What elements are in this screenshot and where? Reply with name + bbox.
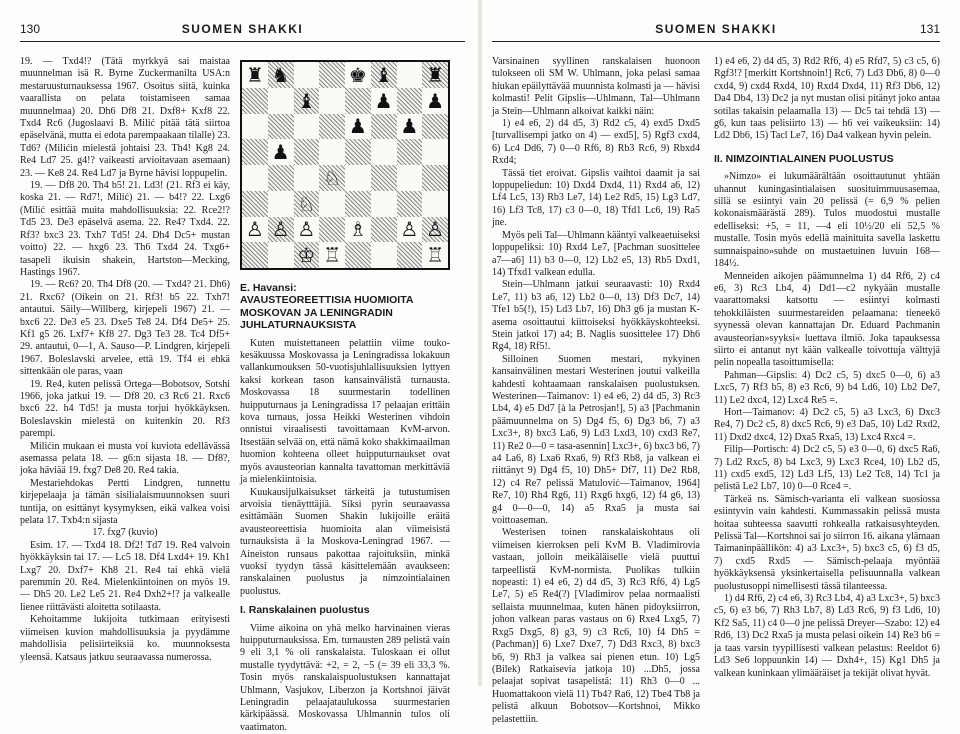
board-square xyxy=(319,217,345,243)
board-square xyxy=(268,191,294,217)
board-square xyxy=(397,217,423,243)
board-square xyxy=(345,88,371,114)
board-square xyxy=(268,242,294,268)
board-square xyxy=(319,114,345,140)
board-square xyxy=(397,139,423,165)
paragraph: 19. Re4, kuten pelissä Ortega—Bobotsov, Sotshi 1966, joka jatkui 19. — Df8 20. c3 Rc6 21. Rxc6 bxc6 22. h4 Td5! ja musta torjui hyökkäyksen. Boleslavskin mielestä on kuitenkin 20. Rf3 parempi. xyxy=(20,378,230,440)
paragraph: Silloinen Suomen mestari, nykyinen kansainvälinen mestari Westerinen joutui valkeilla kahdesti kohtaamaan ranskalaisen puolustuksen. Westerinen—Taimanov: 1) e4 e6, 2) d4 d5, 3) Rc3 Lb4, 4) e5 Dd7 [à la Petrosjan!], 5) a3 [Pachmanin päämuunnelma on 5) Dg4 f5, 6) Dg3 b6, 7) a3 Lxc3+, 8) bxc3 La6, 9) Ld3 Lxd3, 10) cxd3 Re7, 11) Re2 0—0 = tasa-asennin] Lxc3+, 6) bxc3 b6, 7) a4 La6, 8) Lxa6 Rxa6, 9) Rf3 Rb8, ja valkean ei riittänyt 9) Dg4 f5, 10) Dh5+ Df7, 11) De2 Rb8, 12) c4 Re7 pelissä Matulović—Taimanov, 1964] Re7, 10) Rh4 Rg6, 11) Rxg6 hxg6, 12) f4 g6, 13) g4 0—0—0, 14) a5 Rxa5 ja musta sai voittoaseman. xyxy=(492,353,700,527)
board-square xyxy=(242,114,268,140)
paragraph: Kuten muistettaneen pelattiin viime touko-kesäkuussa Moskovassa ja Leningradissa lokakuun vallankumouksen 50-vuotisjuhlallisuuksien lyttyen kaksi korkean tason kansainvälistä turnausta. Moskovassa 18 suurmestarin todellinen huipputurnaus ja Leningradissa 17 pelaajan erittäin kova turnaus, jossa Heikki Westerinen vihdoin onnistui viraalisesti tavoittamaan KvM-arvon. Itsestään selvää on, että nämä koko shakkimaailman huomion kohteena olleet huipputurnaukset ovat myös avausteorian kannalta tavattoman merkittäviä ja mielenkiintoisia. xyxy=(240,337,450,486)
board-square xyxy=(397,62,423,88)
chess-piece: ♚ xyxy=(348,62,367,87)
board-square xyxy=(397,191,423,217)
right-page-header xyxy=(492,22,940,40)
page-number: 131 xyxy=(919,22,940,36)
chess-piece: ♙ xyxy=(271,217,290,242)
board-square xyxy=(294,62,320,88)
left-column-2 xyxy=(240,282,450,733)
left-page xyxy=(0,0,480,733)
board-square xyxy=(294,165,320,191)
header-rule xyxy=(20,41,465,42)
right-column-1 xyxy=(492,56,700,725)
board-square xyxy=(371,88,397,114)
board-square xyxy=(371,217,397,243)
board-square xyxy=(345,217,371,243)
board-square xyxy=(345,242,371,268)
chess-piece: ♟ xyxy=(400,114,419,139)
paragraph: 1) d4 Rf6, 2) c4 e6, 3) Rc3 Lb4, 4) a3 Lxc3+, 5) bxc3 c5, 6) e3 b6, 7) Rh3 Lb7, 8) Ld3 Rc6, 9) f3 Ld6, 10) Kf2 Sa5, 11) c4 0—0 jne pelissä Dreyer—Szabo: 12) e4 Rd6, 13) Dc2 Rxa5 ja musta pelasi oikein 14) Re3 b6 = ja taas varsin tyypillisesti valkean pelastus: Reeldot 6) Ld3 Se6 loppuunkin 14) — Dxh4+, 15) Kg1 Dh5 ja valkean kuninkaan ylimääräiset ja tekijät olivat hyvät. xyxy=(714,593,940,679)
chess-piece: ♟ xyxy=(426,88,445,113)
paragraph: Stein—Uhlmann jatkui seuraavasti: 10) Rxd4 Le7, 11) b3 a6, 12) Lb2 0—0, 13) Df3 Dc7, 14) Tfe1 b5(!), 15) Ld3 Lb7, 16) Dh3 g6 ja mustan K-asema osoittautui kiittoiseksi hyökkäyskohteeksi. Stein jatkoi 17) a4; B. Naglis suosittelee 17) Dh6 Rg4, 18) Rf5!. xyxy=(492,279,700,353)
section-heading: I. Ranskalainen puolustus xyxy=(240,604,370,617)
chess-piece: ♜ xyxy=(426,62,445,87)
board-square xyxy=(268,88,294,114)
paragraph: Mestariehdokas Pertti Lindgren, tunnettu kirjepelaaja ja tämän sisilialaismuunnoksen suuri tuntija, on esittänyt kysymyksen, eikä valkea voisi pelata 17. Txb4:n sijasta xyxy=(20,477,230,527)
board-square xyxy=(294,139,320,165)
board-square xyxy=(422,191,448,217)
board-square xyxy=(397,242,423,268)
board-square xyxy=(345,114,371,140)
paragraph: Viime aikoina on yhä melko harvinainen vieras huipputurnauksissa. Em. turnausten 289 pelistä vain 9 eli 3,1 % oli ranskalaista. Tuloskaan ei ollut mustalle tyydyttävä: +2, = 2, −5 (= 39 eli 33,3 %. Tosin myös ranskalaispuolustuksen kannattajat Uhlmann, Vasjukov, Liberzon ja Kortshnoi jäivät Leningradin pelaajataulukossa suurmestarien kärkipäässä. Moskovassa Uhlmannin tulos oli vaatimaton. xyxy=(240,622,450,733)
board-square xyxy=(268,165,294,191)
paragraph: Tässä tiet eroivat. Gipslis vaihtoi daamit ja sai loppupeliedun: 10) Dxd4 Dxd4, 11) Rxd4 a6, 12) Lf4 Lc5, 13) Rb3 Le7, 14) Le2 Rd5, 15) Lg3 Ld7, 16) Lf3 Tc8, 17) c3 0—0, 18) Tfd1 Lc6, 19) Ra5 jne. xyxy=(492,167,700,229)
paragraph: Tärkeä ns. Sämisch-varianta eli valkean suosiossa esiintyvin vain kahdesti. Kummassakin pelissä musta hoitaa suhteessa saavutti rohkealla ratkaisusyhteyden. Pelissä Tal—Kortshnoi sai jo siirron 16. aikana ylämaan Taimaninpäällikön: 4) a3 Lxc3+, 5) bxc3 c5, 6) f3 d5, 7) cxd5 Rxd5 — Sämisch-pelaaja myöntää hyökkäyksensä yksinkertaisella pelisuunnalla valkean puolustusoppi nimellisesti tässä tilanteessa. xyxy=(714,493,940,592)
board-square xyxy=(242,62,268,88)
author-line: E. Havansi: xyxy=(240,282,297,294)
paragraph: 19. — Txd4!? (Tätä myrkkyä sai maistaa muunnelman isä R. Byrne Zuckermanilta USA:n mestaruusturnauksessa 1967. Osoitus siitä, kuinka vaarallista on pelata toistamiseen samaa muunnelmaa) 20. Dh6 Df8 21. Dxf8+ Kxf8 22. Txd4 Rc6 (Jugoslaavi B. Milić pitää tätä siirtoa epäselvänä, mutta ei edota parempaakaan tilalle) 23. Td6? (Milićin mielestä johtaisi 23. Th4! Kg8 24. Re4 Ld7 25. g4!? vaikeasti arvioitavaan asemaan) 23. — Ke8 24. Re4 Ld7 ja Byrne hävisi loppupelin. xyxy=(20,56,230,179)
board-square xyxy=(397,114,423,140)
right-page xyxy=(480,0,960,725)
board-square xyxy=(268,62,294,88)
board-square xyxy=(422,165,448,191)
chess-piece: ♘ xyxy=(323,165,342,190)
board-square xyxy=(242,88,268,114)
board-square xyxy=(294,88,320,114)
chess-piece: ♗ xyxy=(348,217,367,242)
section-heading: II. NIMZOINTIALAINEN PUOLUSTUS xyxy=(714,152,894,165)
chess-piece: ♘ xyxy=(297,191,316,216)
board-square xyxy=(268,217,294,243)
board-square xyxy=(371,191,397,217)
board-square xyxy=(345,191,371,217)
chess-piece: ♟ xyxy=(271,140,290,165)
board-square xyxy=(371,139,397,165)
paragraph: Esim. 17. — Txd4 18. Df2! Td7 19. Re4 valvoin hyökkäyksin tai 17. — Lc5 18. Df4 Lxd4+ 19. Kh1 Lxg7 20. Dxf7+ Kh8 21. Re4 tai ehkä vielä paremmin 20. Re4. Mielenkiintoinen on myös 19. — Dh5 20. Le2 Le5 21. Re4 Dxh2+!? ja valkealle lienee riittävästi aloitetta sotilaasta. xyxy=(20,539,230,613)
chess-diagram xyxy=(240,60,450,270)
board-square xyxy=(242,191,268,217)
board-square xyxy=(345,165,371,191)
running-title: SUOMEN SHAKKI xyxy=(655,22,777,36)
board-square xyxy=(422,139,448,165)
paragraph: Varsinainen syyllinen ranskalaisen huonoon tulokseen oli SM W. Uhlmann, joka pelasi samaa hiukan epäilyttävää muunnista kolmasti ja — hävisi kolmasti! Pelit Gipslis—Uhlmann, Tal—Uhlmann ja Stein—Uhlmann alkoivat kaikki näin: xyxy=(492,56,700,117)
board-square xyxy=(397,88,423,114)
board-square xyxy=(319,62,345,88)
board-square xyxy=(371,62,397,88)
board-square xyxy=(345,139,371,165)
board-square xyxy=(371,114,397,140)
paragraph: 19. — Rc6? 20. Th4 Df8 (20. — Txd4? 21. Dh6) 21. Rxc6? (Oikein on 21. Rf3! b5 22. Txh7! antautui. Säily—Willberg, kirjepeli 1967) 21. — bxc6 22. De3 e5 23. Dxe5 Te8 24. Df4 De5+ 25. Kf1 g5 26. Lxf7+ Kf8 27. Dg3 Te3 28. Tc4 Df5+ 29. antautui, 0—1, A. Sauso—P. Lindgren, kirjepeli 1967. Boleslavski arvelee, että 19. Tf4 ei ehkä sittenkään ole paras, vaan xyxy=(20,279,230,378)
paragraph: Milićin mukaan ei musta voi kuviota edellävässä asemassa pelata 18. — g6:n sijasta 18. — Df8?, joka häviää 19. fxg7 De8 20. Re4 takia. xyxy=(20,440,230,477)
paragraph: Westerisen toinen ranskalaiskohtaus oli viimeisen kierroksen peli KvM B. Vladimirovia vastaan, jolloin meikäläiselle vielä puuttui tarpeellistä KvM-normista. Puolikas tulkiin nopeasti: 1) e4 e6, 2) d4 d5, 3) Rc3 Rf6, 4) Lg5 Le7, 5) e5 Re4(?) [Vladimirov pelaa normaalisti sellaista muunnelmaa, kuten hänen pidoyksiirron, johon valkean paras vastaus on 6) Rxe4 Lxg5, 7) Rxg5 Dxg5, 8) g3, 9) c3 Rc6, 10) f4 Dh5 = (Pachman)] 6) Lxe7 Dxe7, 7) Dd3 Rxc3, 8) bxc3 b6, 9) Rh3 ja valkea sai pienen etun. 10) Lg5 (Bilek) Ratkaisevia jatkoja 10) ...Dh5, jossa pelaajat sopivat tasapelistä: 11) Rh3 0—0 ... Huomattakoon vielä 11) Tb4? Ra6, 12) Tbe4 Tb8 ja pelistä alkuun Bobotsov—Kortshnoi, Mikko pelastettiin. xyxy=(492,527,700,725)
paragraph: Menneiden aikojen päämunnelma 1) d4 Rf6, 2) c4 e6, 3) Rc3 Lb4, 4) Dd1—c2 nykyään mustalle vaarattomaksi katsottu — esiintyi kolmasti tehokkiläisten suurmestareiden pelaamana: tieneekö syynessä olevan kannattajan Dr. Eduard Pachmanin avausteorian»syyksi« luettava ilmiö. Joka tapauksessa siirto ei antanut nyt kään valkealle toivottuja välttyjä pelin nopealla tasoittumisella: xyxy=(714,270,940,369)
header-rule xyxy=(492,41,940,42)
board-square xyxy=(319,242,345,268)
board-square xyxy=(319,88,345,114)
article-heading: AVAUSTEOREETTISIA HUOMIOITA MOSKOVAN JA LENINGRADIN JUHLATURNAUKSISTA xyxy=(240,294,414,332)
paragraph: 1) e4 e6, 2) d4 d5, 3) Rd2 Rf6, 4) e5 Rfd7, 5) c3 c5, 6) Rgf3!? [merkitt Kortshnoin!] Rc6, 7) Ld3 Db6, 8) 0—0 cxd4, 9) cxd4 Rxd4, 10) Rxd4 Dxd4, 11) Rf3 Db6, 12) Da4 Db4, 13) Dc2 ja nyt mustan olisi pitänyt joko antaa sotilas takaisin pelaamalla 13) — Dc5 tai tehdä 13) — g6, kun taas pelisiirto 13) — h6 vei vaikeuksiin: 14) Ld2 Db6, 15) Tacl Le7, 16) Da4 valkean hyvin pelein. xyxy=(714,56,940,142)
paragraph: Pahman—Gipslis: 4) Dc2 c5, 5) dxc5 0—0, 6) a3 Lxc5, 7) Rf3 b5, 8) e3 Rc6, 9) b4 Ld6, 10) Lb2 De7, 11) Le2 dxc4, 12) Lxc4 Re5 =. xyxy=(714,369,940,406)
board-square xyxy=(422,242,448,268)
board-square xyxy=(268,139,294,165)
chess-piece: ♙ xyxy=(297,217,316,242)
board-square xyxy=(294,191,320,217)
board-square xyxy=(319,191,345,217)
board-square xyxy=(422,62,448,88)
board-square xyxy=(294,242,320,268)
left-column-1 xyxy=(20,56,230,671)
board-square xyxy=(242,139,268,165)
board-square xyxy=(319,139,345,165)
paragraph: Filip—Portisch: 4) Dc2 c5, 5) e3 0—0, 6) dxc5 Ra6, 7) Ld2 Rxc5, 8) b4 Lxc3, 9) Lxc3 Rce4, 10) Lb2 d5, 11) cxd5 exd5, 12) Ld3 Lf5, 13) Le2 Tc8, 14) Tc1 ja pelistä Le2 Lb7, 10) 0—0 Rce4 =. xyxy=(714,444,940,493)
chess-piece: ♖ xyxy=(323,243,342,268)
chess-piece: ♜ xyxy=(245,62,264,87)
paragraph: 1) e4 e6, 2) d4 d5, 3) Rd2 c5, 4) exd5 Dxd5 [turvallisempi jatko on 4) — exd5], 5) Rgf3 cxd4, 6) Lc4 Dd6, 7) 0—0 Rf6, 8) Rb3 Rc6, 9) Rbxd4 Rxd4; xyxy=(492,118,700,167)
board-square xyxy=(422,88,448,114)
board-square xyxy=(397,165,423,191)
paragraph: 19. — Df8 20. Th4 b5! 21. Ld3! (21. Rf3 ei käy, koska 21. — Rd7!, Milić) 21. — b4!? 22. Lxg6 (Milić esittää muita mahdollisuuksia: 22. Rce2!? Td5 23. De3 epäselvä asema. 22. Re4? Txd4. 22. Rf3? bxc3 23. Txh7 Td5! 24. Dh4 Dc5+ mustan voitto) 22. — hxg6 23. Th6 Txd4 24. Txg6+ tasapeli ikuisin shakein, Hartston—Mecking, Hastings 1967. xyxy=(20,180,230,278)
board-square xyxy=(319,165,345,191)
chess-piece: ♙ xyxy=(400,217,419,242)
running-title: SUOMEN SHAKKI xyxy=(181,22,304,36)
chess-piece: ♙ xyxy=(245,217,264,242)
chess-piece: ♔ xyxy=(297,243,316,268)
board-square xyxy=(242,217,268,243)
board-square xyxy=(371,165,397,191)
paragraph: Myös peli Tal—Uhlmann kääntyi valkeaetuiseksi loppupeliksi: 10) Rxd4 Le7, [Pachman suosittelee a7—a6] 11) b3 0—0, 12) Lb2 e5, 13) Rb5 Dxd1, 14) Tfxd1 valkean edulla. xyxy=(492,229,700,278)
paragraph: 17. fxg7 (kuvio) xyxy=(92,527,158,539)
board-square xyxy=(242,165,268,191)
paragraph: Kuukausijulkaisukset tärkeitä ja tutustumisen arvoisia tienäytttäjiä. Siksi pyrin seuraavassa esittämään Suomen Shakin lukijoille eräitä avausteoreettisia huomioita alan viimeisistä turnauksista ä la Moskova-Leningrad 1967. — Aineiston runsaus pakottaa rajoituksiin, minkä vuoksi tyydyn tässä käsittelemään avaukseen: ranskalainen puolustus ja nimzointialainen puolustus. xyxy=(240,486,450,597)
board-square xyxy=(422,114,448,140)
paragraph: Kehoitamme lukijoita tutkimaan erityisesti viimeisen kuvion mahdollisuuksia ja pyydämme mahdollisia pelisiirteiksiä ko. muunnoksesta yleensä. Katsaus jatkuu seuraavassa numerossa. xyxy=(20,614,230,663)
chess-piece: ♟ xyxy=(374,88,393,113)
paragraph: Hort—Taimanov: 4) Dc2 c5, 5) a3 Lxc3, 6) Dxc3 Re4, 7) Dc2 c5, 8) dxc5 Rc6, 9) e3 Da5, 10) Ld2 Rxd2, 11) Dxd2 dxc4, 12) Dxa5 Rxa5, 13) Lxc4 Rxc4 =. xyxy=(714,406,940,443)
chess-piece: ♙ xyxy=(426,217,445,242)
board-square xyxy=(294,217,320,243)
board-square xyxy=(242,242,268,268)
right-column-2 xyxy=(714,56,940,679)
left-page-header xyxy=(20,22,465,40)
page-number: 130 xyxy=(20,22,41,36)
board-square xyxy=(422,217,448,243)
board-square xyxy=(371,242,397,268)
chess-piece: ♝ xyxy=(374,62,393,87)
chess-piece: ♝ xyxy=(297,88,316,113)
chess-piece: ♖ xyxy=(426,243,445,268)
board-square xyxy=(268,114,294,140)
board-square xyxy=(294,114,320,140)
chess-piece: ♞ xyxy=(271,62,290,87)
paragraph: »Nimzo» ei lukumäärältään osoittautunut yhtään uhannut kuningasintialaisen suosituimmuusasemaa, sillä se esiintyi vain 20 pelissä (= 6,9 % pelien kokonaismäärästä 289). Tulos muodostui mustalle edelliseksi: +5, = 11, —4 eli 10½/20 eli 52,5 % mustalle. Tosin myös edellä mainituita savella laskettu sumnaispaino»suhde on mustaetuinen luvuin 168—184½. xyxy=(714,171,940,270)
chess-piece: ♟ xyxy=(348,114,367,139)
board-square xyxy=(345,62,371,88)
